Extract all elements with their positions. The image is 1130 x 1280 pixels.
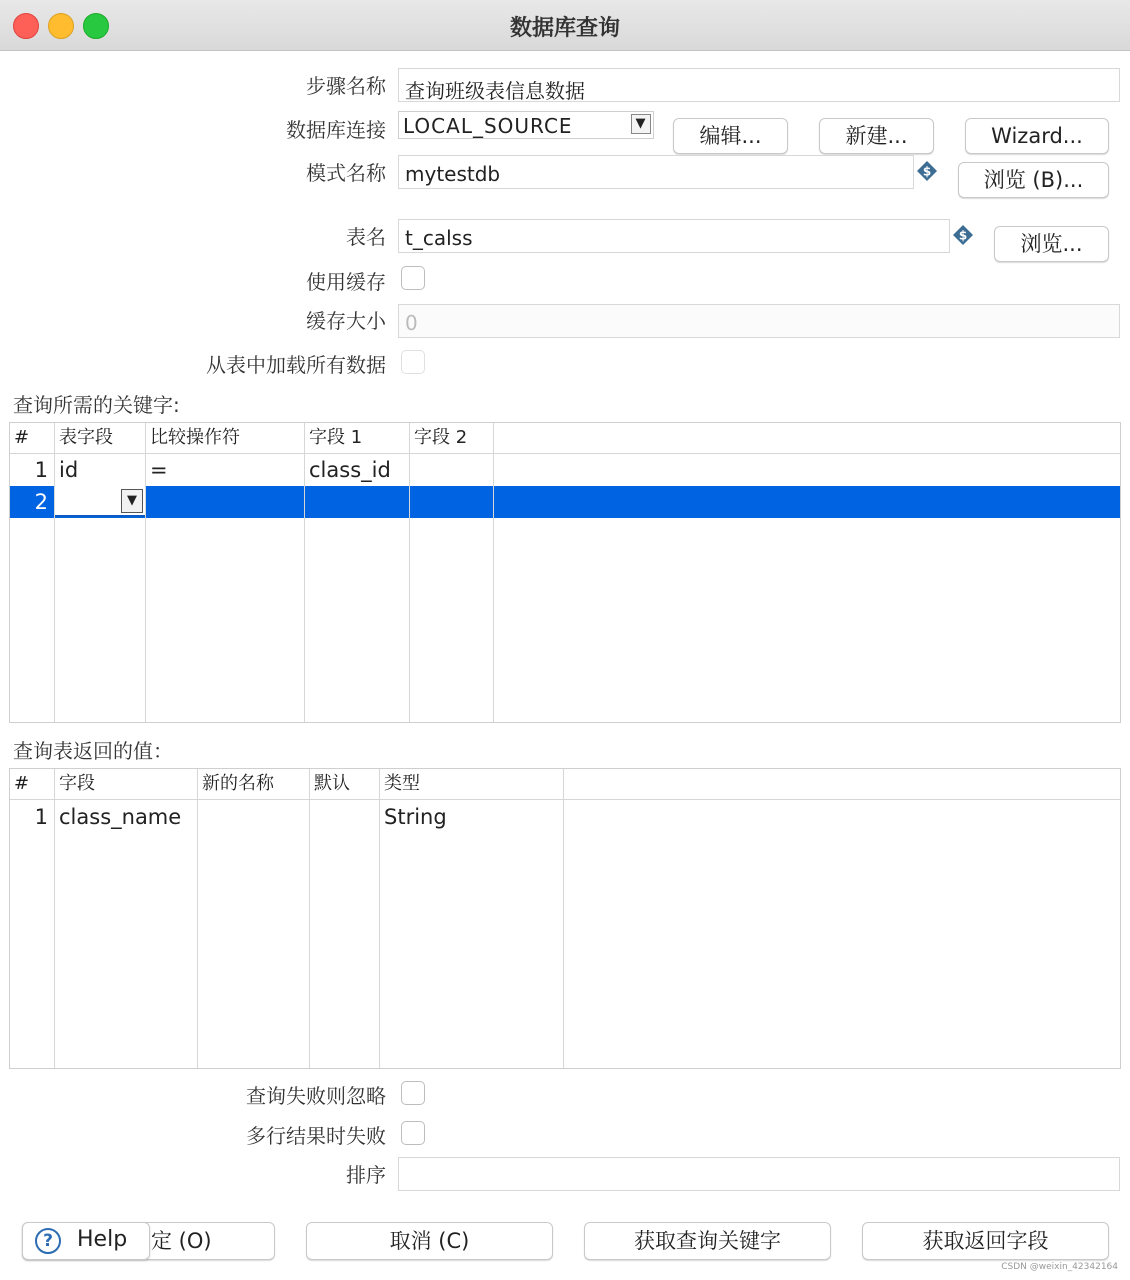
cancel-button[interactable]: 取消 (C) (306, 1222, 553, 1260)
order-input[interactable] (398, 1157, 1120, 1191)
column-header[interactable]: 表字段 (59, 427, 113, 448)
schema-label: 模式名称 (306, 161, 386, 185)
column-header[interactable]: 字段 1 (309, 427, 363, 448)
cache-size-input[interactable]: 0 (398, 304, 1120, 338)
svg-text:$: $ (958, 228, 968, 243)
help-button-label: Help (77, 1227, 128, 1252)
table-field-cell[interactable]: id (59, 458, 79, 482)
load-all-checkbox[interactable] (401, 350, 425, 374)
ok-button[interactable]: 定 (O) (22, 1222, 275, 1260)
row-number: 1 (34, 458, 48, 482)
new-connection-button[interactable]: 新建... (819, 118, 934, 154)
default-cell[interactable] (310, 801, 379, 833)
column-header[interactable]: # (14, 773, 30, 794)
variable-dollar-icon (952, 224, 974, 246)
get-fields-button[interactable]: 获取返回字段 (862, 1222, 1109, 1260)
column-header[interactable]: 新的名称 (202, 773, 274, 794)
browse-schema-button[interactable]: 浏览 (B)... (958, 162, 1109, 198)
wizard-button[interactable]: Wizard... (965, 118, 1109, 154)
new-name-cell[interactable] (198, 801, 309, 833)
keys-table (9, 422, 1121, 723)
schema-input[interactable]: mytestdb (398, 155, 914, 189)
field2-cell[interactable] (410, 454, 493, 486)
get-keys-button[interactable]: 获取查询关键字 (584, 1222, 831, 1260)
load-all-label: 从表中加载所有数据 (206, 353, 386, 377)
watermark: CSDN @weixin_42342164 (1001, 1262, 1118, 1272)
column-header[interactable]: 比较操作符 (150, 427, 240, 448)
use-cache-checkbox[interactable] (401, 266, 425, 290)
field1-cell[interactable]: class_id (309, 458, 391, 482)
table-name-label: 表名 (346, 225, 386, 249)
cache-size-label: 缓存大小 (306, 309, 386, 333)
type-cell[interactable]: String (384, 805, 447, 829)
table-field-editor[interactable] (55, 486, 145, 517)
column-header[interactable]: 字段 (59, 773, 95, 794)
connection-select-value: LOCAL_SOURCE (403, 114, 573, 138)
keys-table-header (10, 423, 1120, 454)
table-name-input[interactable]: t_calss (398, 219, 950, 253)
field-cell[interactable]: class_name (59, 805, 182, 829)
column-header[interactable]: 默认 (314, 773, 350, 794)
step-name-input[interactable]: 查询班级表信息数据 (398, 68, 1120, 102)
browse-table-button[interactable]: 浏览... (994, 226, 1109, 262)
help-button[interactable] (22, 1222, 150, 1260)
order-label: 排序 (346, 1163, 386, 1187)
connection-select[interactable] (398, 111, 654, 139)
help-question-icon: ? (35, 1228, 61, 1254)
ignore-fail-checkbox[interactable] (401, 1081, 425, 1105)
title-bar (0, 0, 1130, 51)
use-cache-label: 使用缓存 (306, 270, 386, 294)
variable-dollar-icon (916, 160, 938, 182)
column-header[interactable]: # (14, 427, 30, 448)
return-table (9, 768, 1121, 1069)
return-table-header (10, 769, 1120, 800)
connection-label: 数据库连接 (286, 118, 386, 142)
step-name-label: 步骤名称 (306, 74, 386, 98)
ignore-fail-label: 查询失败则忽略 (246, 1084, 386, 1108)
column-header[interactable]: 字段 2 (414, 427, 468, 448)
operator-cell[interactable]: = (150, 458, 168, 482)
row-number: 1 (34, 805, 48, 829)
edit-connection-button[interactable]: 编辑... (673, 118, 788, 154)
fail-multi-label: 多行结果时失败 (246, 1124, 386, 1148)
column-divider (563, 769, 564, 1068)
dropdown-arrow-icon[interactable]: ▼ (631, 114, 651, 134)
column-header[interactable]: 类型 (384, 773, 420, 794)
keys-section-title: 查询所需的关键字: (13, 393, 180, 417)
fail-multi-checkbox[interactable] (401, 1121, 425, 1145)
svg-text:$: $ (922, 164, 932, 179)
selected-row-highlight (10, 486, 1120, 518)
row-number: 2 (34, 490, 48, 514)
return-section-title: 查询表返回的值： (13, 739, 173, 763)
window-title: 数据库查询 (509, 16, 620, 41)
dropdown-arrow-icon[interactable]: ▼ (121, 489, 143, 513)
column-divider (493, 423, 494, 722)
